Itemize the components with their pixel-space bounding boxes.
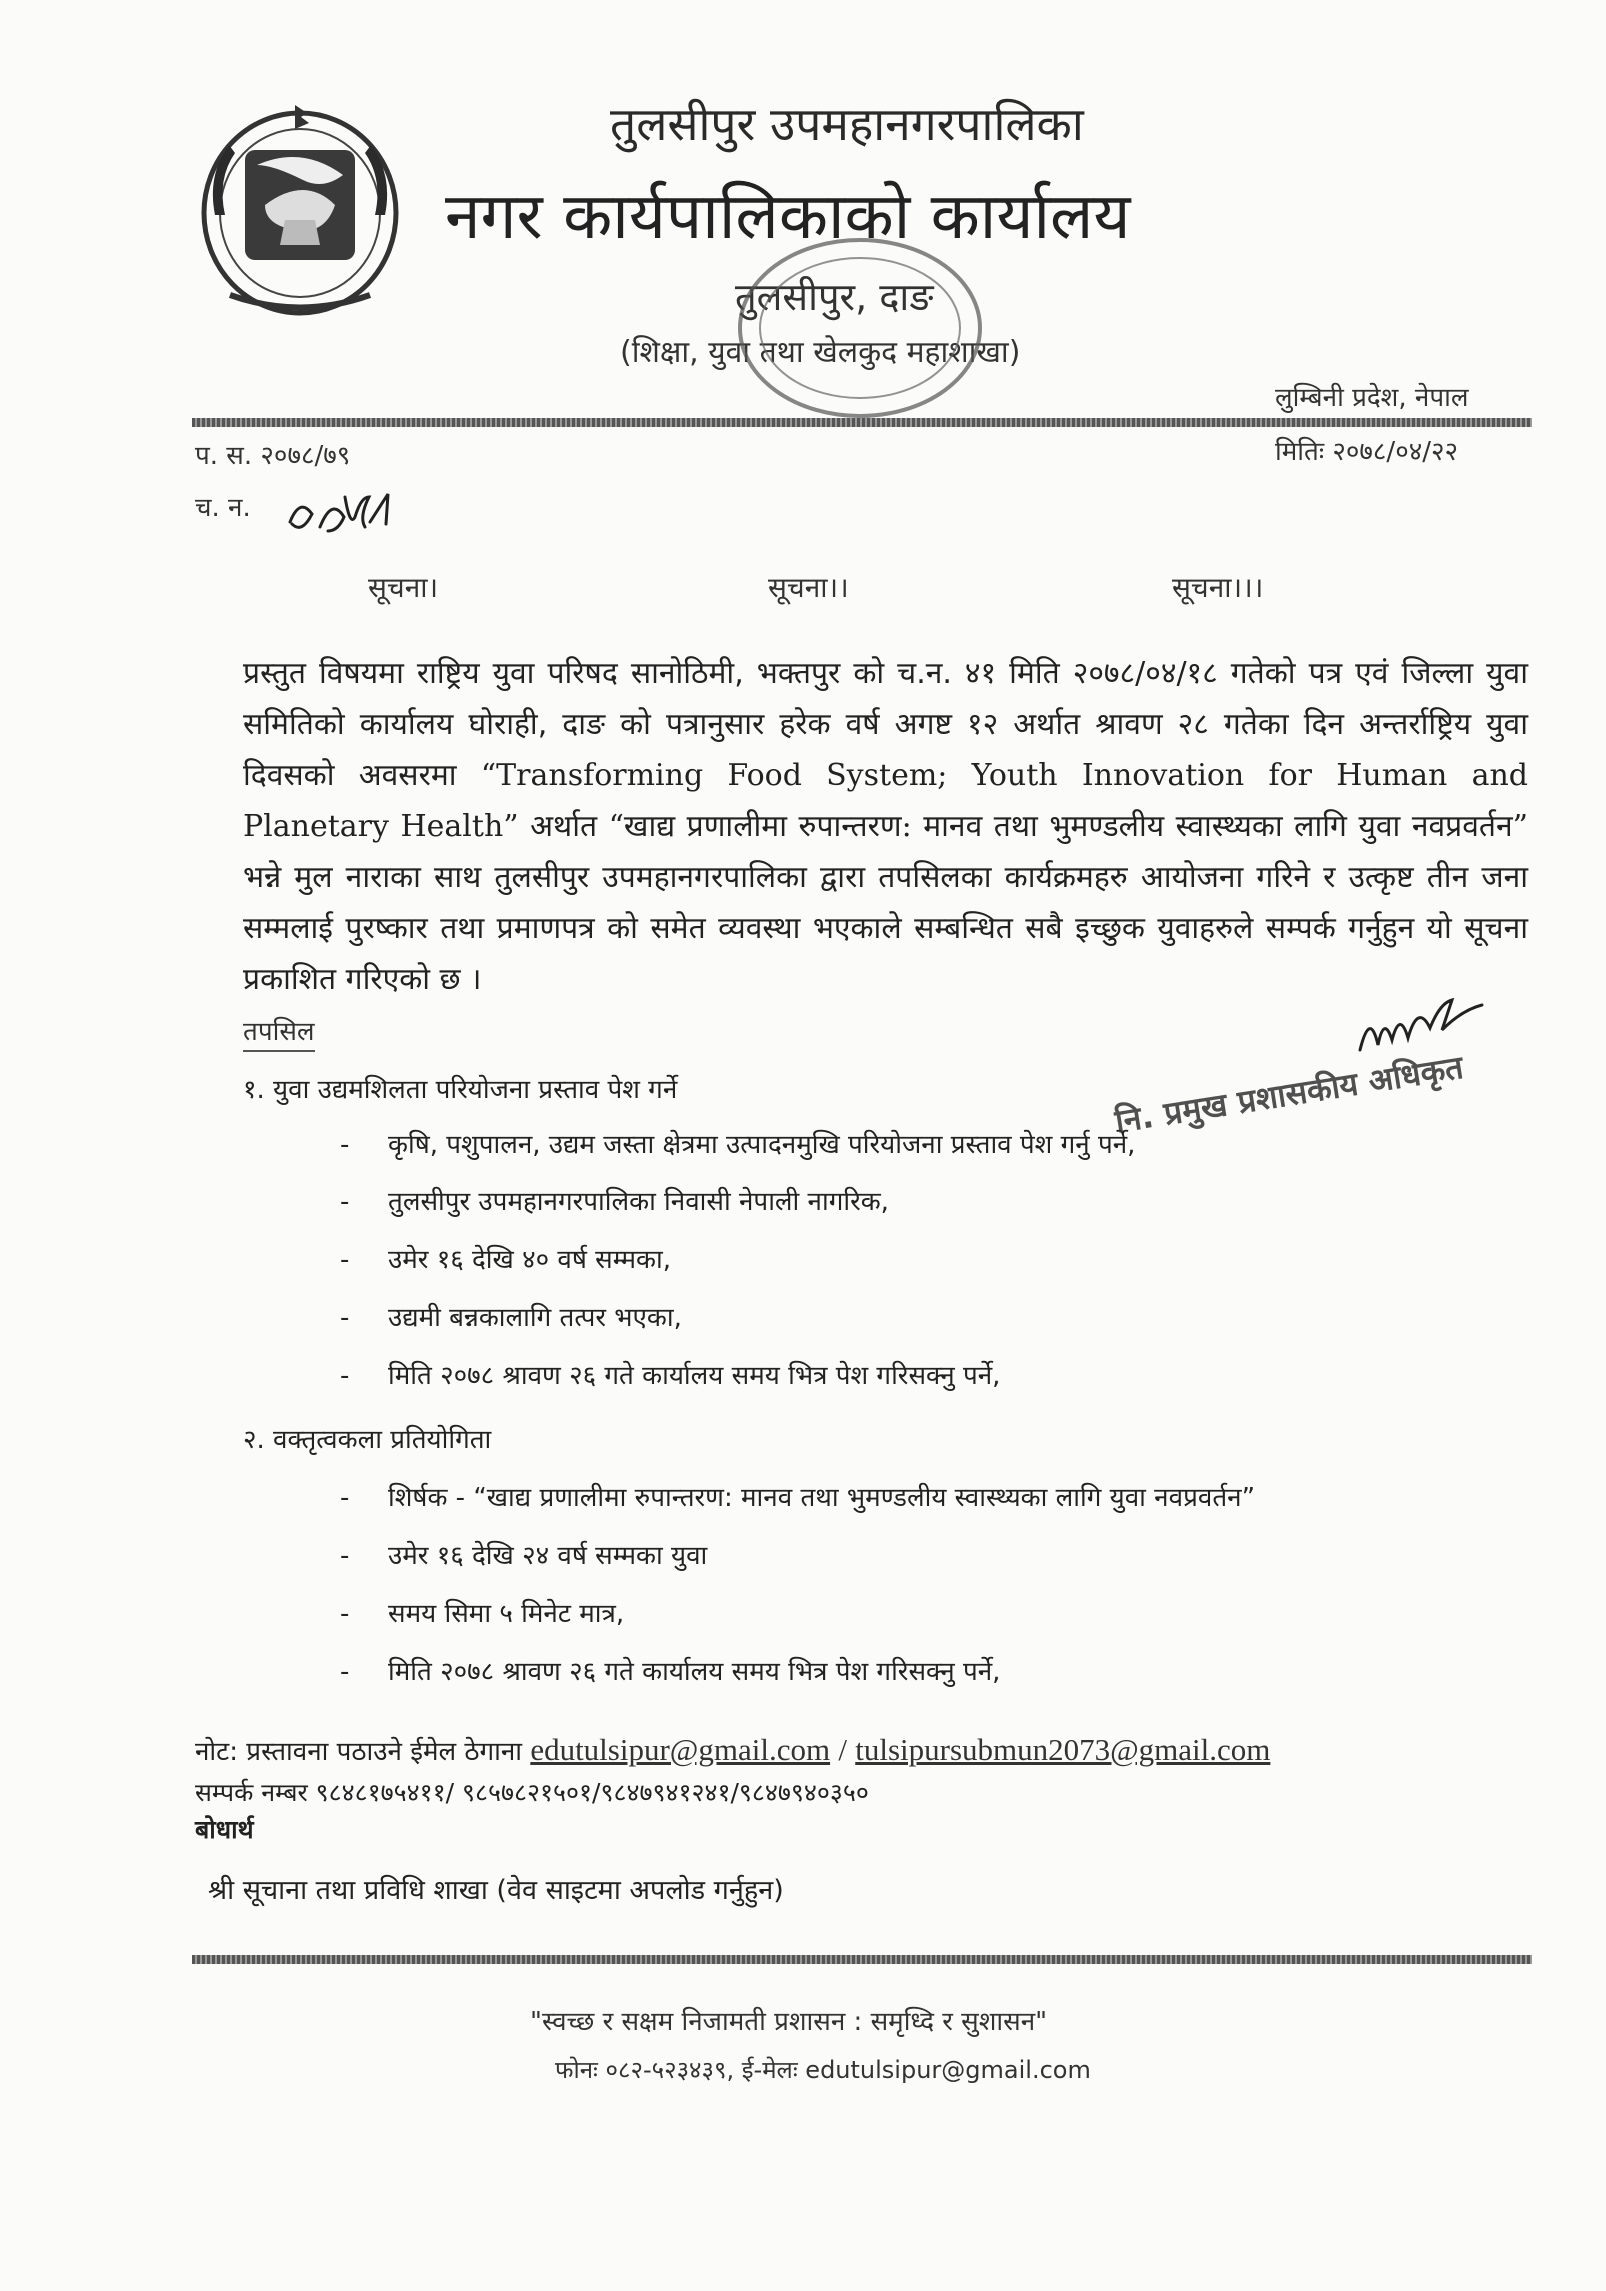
division-name: (शिक्षा, युवा तथा खेलकुद महाशाखा): [620, 335, 1021, 370]
header-divider: [192, 418, 1532, 427]
email-separator: /: [838, 1732, 847, 1767]
dispatch-number-label: च. न.: [195, 493, 251, 523]
body-line-2: समितिको कार्यालय घोराही, दाङ को पत्रानुसार हरेक वर्ष अगष्ट १२ अर्थात श्रावण २८ गतेका दिन अन्तर्राष्ट्रिय युवा: [243, 707, 1528, 742]
office-stamp: [720, 228, 1000, 428]
nepal-emblem-logo: [195, 95, 405, 320]
section-2-item: - शिर्षक - “खाद्य प्रणालीमा रुपान्तरण: मानव तथा भुमण्डलीय स्वास्थ्यका लागि युवा नवप्रवर्तन”: [340, 1483, 1256, 1513]
cc-recipient: श्री सूचाना तथा प्रविधि शाखा (वेव साइटमा अपलोड गर्नुहुन): [208, 1875, 784, 1906]
officer-seal: नि. प्रमुख प्रशासकीय अधिकृत: [1112, 1047, 1466, 1141]
office-name: नगर कार्यपालिकाको कार्यालय: [445, 180, 1131, 254]
notice-heading-1: सूचना।: [368, 571, 439, 604]
body-line-5: भन्ने मुल नाराका साथ तुलसीपुर उपमहानगरपालिका द्वारा तपसिलका कार्यक्रमहरु आयोजना गरिने र उत्कृष्ट तीन जना: [243, 860, 1528, 895]
section-1-item: - उद्यमी बन्नकालागि तत्पर भएका,: [340, 1303, 682, 1333]
footer-contact: फोनः ०८२-५२३४३९, ई-मेलः edutulsipur@gmail.com: [555, 2056, 1091, 2084]
section-1-item: - मिति २०७८ श्रावण २६ गते कार्यालय समय भित्र पेश गरिसक्नु पर्ने,: [340, 1361, 1001, 1391]
email-link-1[interactable]: edutulsipur@gmail.com: [530, 1732, 831, 1767]
section-1-heading: १. युवा उद्यमशिलता परियोजना प्रस्ताव पेश गर्ने: [243, 1075, 678, 1105]
notice-body: [243, 648, 1528, 1005]
body-line-4: Planetary Health” अर्थात “खाद्य प्रणालीमा रुपान्तरण: मानव तथा भुमण्डलीय स्वास्थ्यका लागि युवा नवप्रवर्तन”: [243, 809, 1528, 844]
email-link-2[interactable]: tulsipursubmun2073@gmail.com: [855, 1732, 1271, 1767]
section-2-heading: २. वक्तृत्वकला प्रतियोगिता: [243, 1425, 492, 1455]
section-1-item: - तुलसीपुर उपमहानगरपालिका निवासी नेपाली नागरिक,: [340, 1187, 889, 1217]
footer-motto: "स्वच्छ र सक्षम निजामती प्रशासन : समृध्दि र सुशासन": [530, 2007, 1048, 2037]
note-line: [195, 1732, 1270, 1768]
body-line-1: प्रस्तुत विषयमा राष्ट्रिय युवा परिषद सानोठिमी, भक्तपुर को च.न. ४१ मिति २०७८/०४/१८ गतेको पत्र एवं जिल्ला युवा: [243, 656, 1528, 691]
contact-numbers: सम्पर्क नम्बर ९८४८१७५४११/ ९८५७८२१५०१/९८४७९४१२४१/९८४७९४०३५०: [195, 1778, 869, 1807]
section-1-item: - उमेर १६ देखि ४० वर्ष सम्मका,: [340, 1245, 671, 1275]
body-line-7: प्रकाशित गरिएको छ ।: [243, 962, 482, 997]
section-2-item: - उमेर १६ देखि २४ वर्ष सम्मका युवा: [340, 1541, 708, 1571]
section-2-item: - मिति २०७८ श्रावण २६ गते कार्यालय समय भित्र पेश गरिसक्नु पर्ने,: [340, 1657, 1001, 1687]
bodhartha-label: बोधार्थ: [195, 1815, 254, 1844]
notice-heading-3: सूचना।।।: [1172, 571, 1264, 604]
letter-date: मितिः २०७८/०४/२२: [1275, 437, 1459, 467]
handwritten-dispatch-number: [285, 482, 405, 542]
province-location: लुम्बिनी प्रदेश, नेपाल: [1275, 383, 1469, 413]
tapsil-label: तपसिल: [243, 1012, 315, 1052]
footer-divider: [192, 1955, 1532, 1964]
section-1-item: - कृषि, पशुपालन, उद्यम जस्ता क्षेत्रमा उत्पादनमुखि परियोजना प्रस्ताव पेश गर्नु पर्ने,: [340, 1130, 1136, 1160]
office-place: तुलसीपुर, दाङ: [735, 275, 934, 319]
body-line-6: सम्मलाई पुरष्कार तथा प्रमाणपत्र को समेत व्यवस्था भएकाले सम्बन्धित सबै इच्छुक युवाहरुले सम्पर्क गर्नुहुन यो सूचना: [243, 911, 1528, 946]
letter-number: प. स. २०७८/७९: [195, 441, 351, 471]
municipality-name: तुलसीपुर उपमहानगरपालिका: [610, 97, 1084, 151]
body-line-3: दिवसको अवसरमा “Transforming Food System; Youth Innovation for Human and: [243, 758, 1528, 793]
note-label: नोट: प्रस्तावना पठाउने ईमेल ठेगाना: [195, 1737, 523, 1767]
notice-heading-2: सूचना।।: [768, 571, 849, 604]
section-2-item: - समय सिमा ५ मिनेट मात्र,: [340, 1599, 625, 1629]
